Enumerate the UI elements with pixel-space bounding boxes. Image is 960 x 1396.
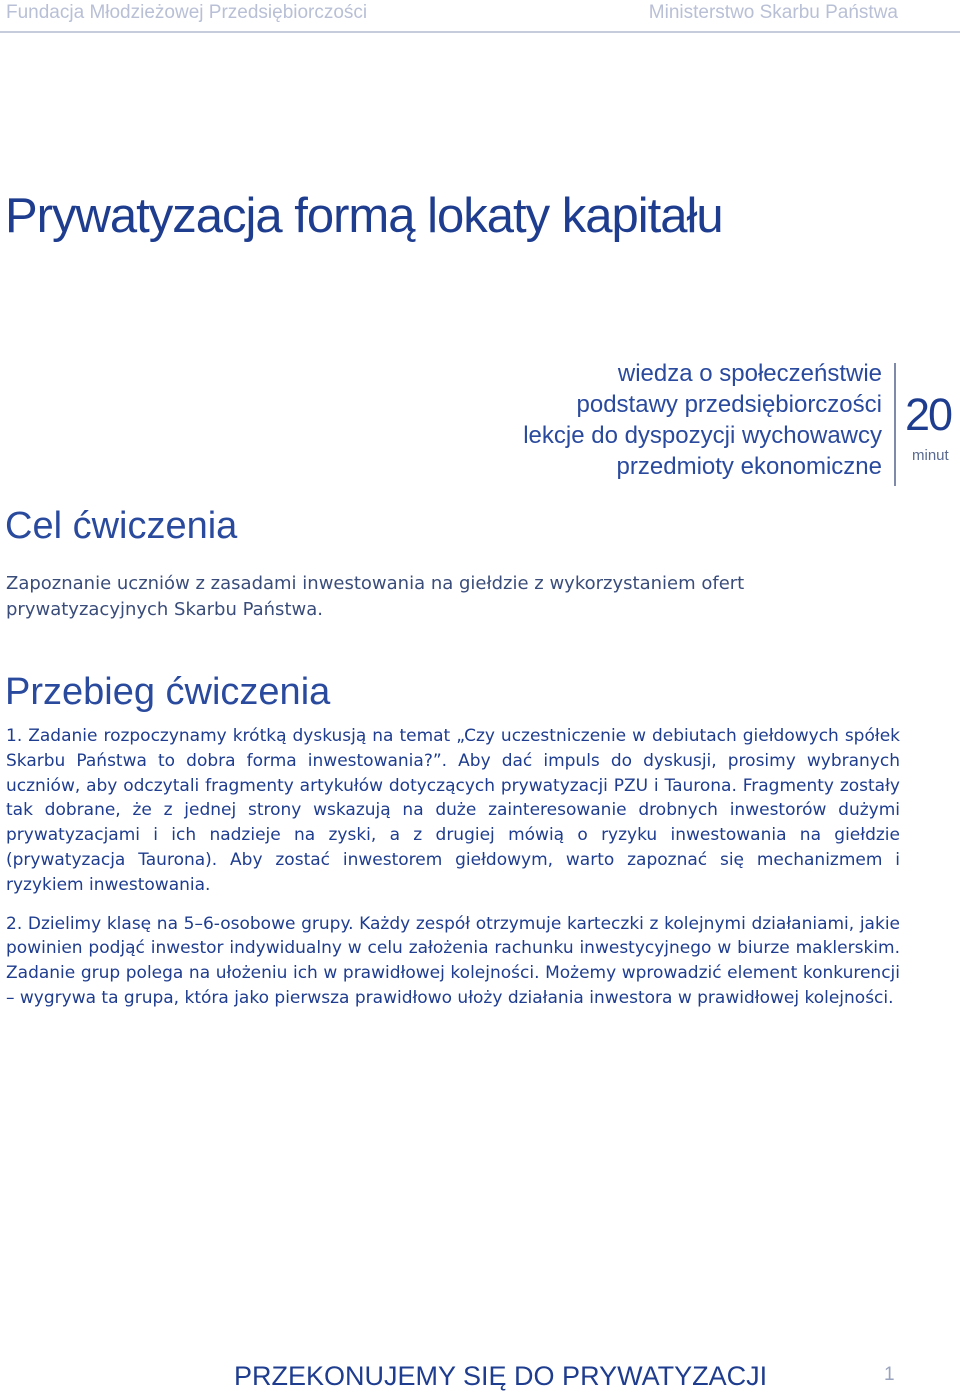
duration-value: 20 [905,389,952,440]
duration-unit: minut [912,447,949,464]
step-item [6,912,900,1011]
goal-text: Zapoznanie uczniów z zasadami inwestowania na giełdzie z wykorzystaniem ofert prywatyzacyjnych Skarbu Państwa. [6,573,745,620]
goal-heading: Cel ćwiczenia [5,505,238,547]
header-divider [0,31,960,33]
subject-item: lekcje do dyspozycji wychowawcy [523,422,882,449]
page-title: Prywatyzacja formą lokaty kapitału [5,189,723,243]
header-foundation-name: Fundacja Młodzieżowej Przedsiębiorczości [6,2,368,23]
step-number: 2. [6,913,23,934]
subjects-list [523,358,882,482]
subject-item: przedmioty ekonomiczne [616,453,882,480]
step-number: 1. [6,726,23,746]
subjects-divider [894,363,896,486]
step-text: Zadanie rozpoczynamy krótką dyskusją na temat „Czy uczestniczenie w debiutach giełdowych spółek Skarbu Państwa to dobra forma inwestowania?”. Aby dać impuls do dyskusji, prosimy wybranych uczniów, aby odczytali fragmenty artykułów dotyczących prywatyzacji PZU i Taurona. Fragmenty zostały tak dobrane, że z jednej strony wskazują na duże zainteresowanie drobnych inwestorów dużymi prywatyzacjami i ich nadzieje na zyski, a z drugiej mówią o ryzyku inwestowania na giełdzie (prywatyzacja Taurona). Aby zostać inwestorem giełdowym, warto zapoznać się mechanizmem i ryzykiem inwestowania. [6,726,900,895]
footer-slogan: PRZEKONUJEMY SIĘ DO PRYWATYZACJI [234,1361,768,1391]
header-ministry-name: Ministerstwo Skarbu Państwa [648,2,898,23]
subject-item: podstawy przedsiębiorczości [576,391,882,418]
course-steps [6,724,900,1025]
subject-item: wiedza o społeczeństwie [617,360,882,387]
step-text: Dzielimy klasę na 5–6-osobowe grupy. Każdy zespół otrzymuje karteczki z kolejnymi działaniami, jakie powinien podjąć inwestor indywidualny w celu założenia rachunku inwestycyjnego w biurze maklerskim. Zadanie grup polega na ułożeniu ich w prawidłowej kolejności. Możemy wprowadzić element konkurencji – wygrywa ta grupa, która jako pierwsza prawidłowo ułoży działania inwestora w prawidłowej kolejności. [6,913,900,1008]
page-number: 1 [884,1364,895,1385]
step-item [6,724,900,898]
course-heading: Przebieg ćwiczenia [5,671,331,713]
